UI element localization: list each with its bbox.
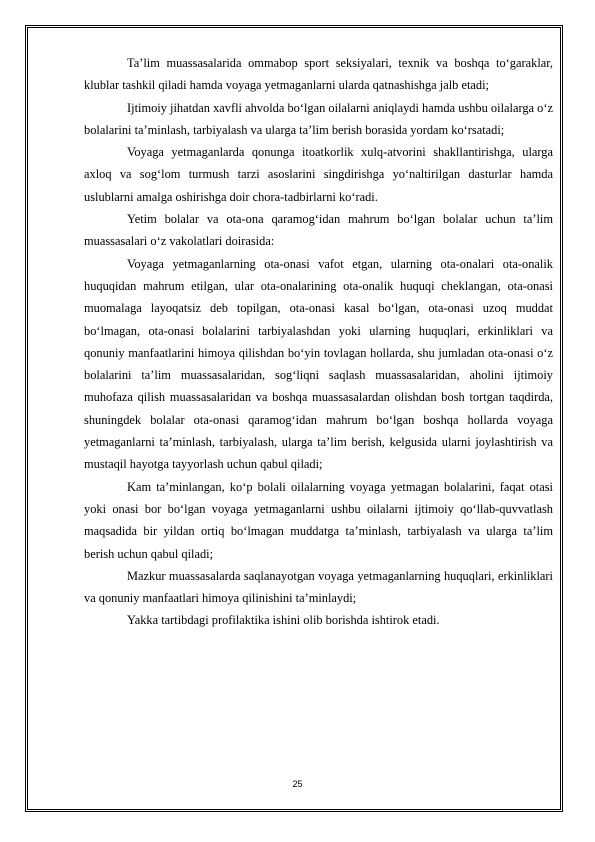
- paragraph-8: Yakka tartibdagi profilaktika ishini olib borishda ishtirok etadi.: [127, 613, 440, 628]
- paragraph-4: Yetim bolalar va ota-ona qaramog‘idan mahrum bo‘lgan bolalar uchun ta’lim muassasalari o‘z vakolatlari doirasida:: [84, 212, 553, 249]
- page-number: 25: [292, 779, 303, 789]
- paragraph-7: Mazkur muassasalarda saqlanayotgan voyaga yetmaganlarning huquqlari, erkinliklari va qonuniy manfaatlari himoya qilinishini ta’minlaydi;: [84, 568, 553, 606]
- paragraph-3: Voyaga yetmaganlarda qonunga itoatkorlik xulq-atvorini shakllantirishga, ularga axloq va sog‘lom turmush tarzi asoslarini singdirishga yo‘naltirilgan dasturlar hamda uslublarni amalga oshirishga doir chora-tadbirlarni ko‘radi.: [84, 145, 553, 204]
- paragraph-1: Ta’lim muassasalarida ommabop sport seksiyalari, texnik va boshqa to‘garaklar, klublar tashkil qiladi hamda voyaga yetmaganlarni ularda qatnashishga jalb etadi;: [84, 56, 553, 93]
- document-body: [84, 52, 553, 632]
- paragraph-6: Kam ta’minlangan, ko‘p bolali oilalarning voyaga yetmagan bolalarini, faqat otasi yoki onasi bor bo‘lgan voyaga yetmaganlarni ushbu oilalarni ijtimoiy qo‘llab-quvvatlash maqsadida bir yildan ortiq bo‘lmagan muddatga ta’minlash, tarbiyalash va ularga ta’lim berish uchun qabul qiladi;: [84, 479, 553, 561]
- paragraph-2: Ijtimoiy jihatdan xavfli ahvolda bo‘lgan oilalarni aniqlaydi hamda ushbu oilalarga o‘z bolalarini ta’minlash, tarbiyalash va ularga ta’lim berish borasida yordam ko‘rsatadi;: [84, 100, 553, 137]
- paragraph-5: Voyaga yetmaganlarning ota-onasi vafot etgan, ularning ota-onalari ota-onalik huquqidan mahrum etilgan, ular ota-onalarining ota-onalik huquqi cheklangan, ota-onasi muomalaga layoqatsiz deb topilgan, ota-onasi kasal bo‘lgan, ota-onasi uzoq muddat bo‘lmagan, ota-onasi bolalarini tarbiyalashdan yoki ularning huquqlari, erkinliklari va qonuniy manfaatlarini himoya qilishdan bo‘yin tovlagan hollarda, shu jumladan ota-onasi o‘z bolalarini ta’lim muassasalaridan, sog‘liqni saqlash muassasalaridan, aholini ijtimoiy muhofaza qilish muassasalaridan va boshqa muassasalardan olishdan bosh tortgan taqdirda, shuningdek bolalar ota-onasi qaramog‘idan mahrum bo‘lgan boshqa hollarda voyaga yetmaganlarni ta’minlash, tarbiyalash, ularga ta’lim berish, kelgusida ularni joylashtirish va mustaqil hayotga tayyorlash uchun qabul qiladi;: [84, 256, 553, 472]
